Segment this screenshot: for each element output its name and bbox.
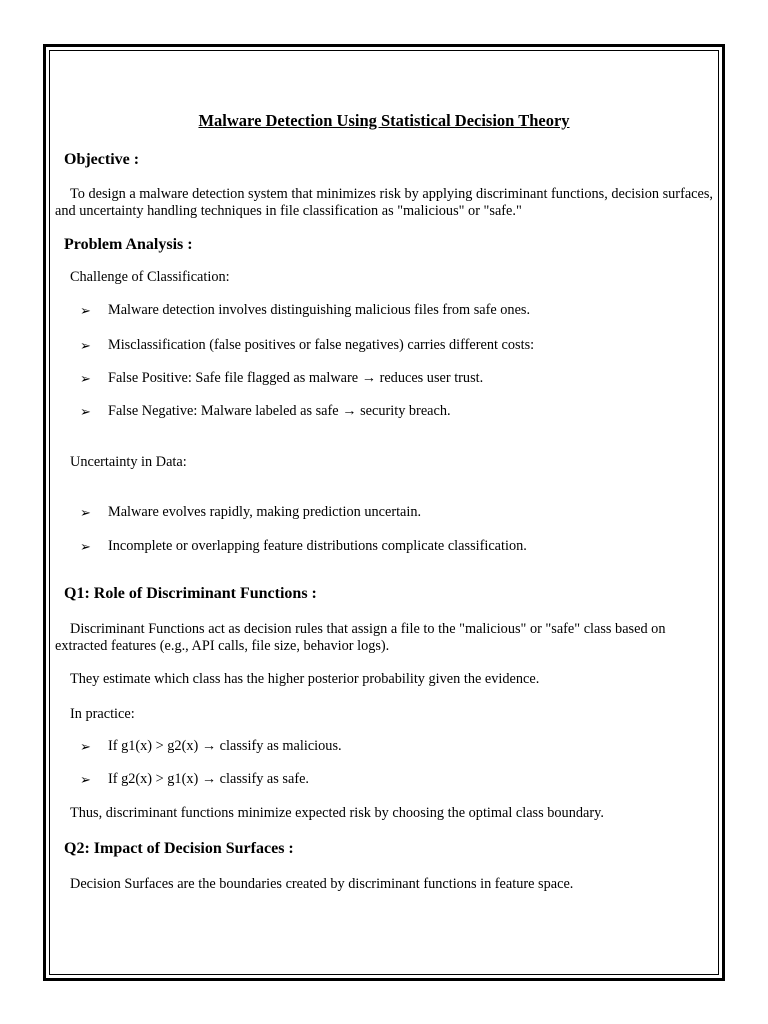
q1-conclusion: Thus, discriminant functions minimize expected risk by choosing the optimal class boundary. — [70, 805, 604, 821]
list-item-text: False Negative: Malware labeled as safe → security breach. — [108, 403, 451, 419]
q1-text-1: Discriminant Functions act as decision rules that assign a file to the "malicious" or "safe" class based on extracted features (e.g., API calls, file size, behavior logs). — [55, 621, 666, 654]
list-item-text: False Positive: Safe file flagged as malware → reduces user trust. — [108, 370, 484, 386]
list-item — [80, 538, 527, 555]
list-item-text: Incomplete or overlapping feature distributions complicate classification. — [108, 538, 527, 554]
bullet-arrow-icon: ➢ — [80, 539, 91, 554]
list-item-text: Malware evolves rapidly, making prediction uncertain. — [108, 504, 422, 520]
list-item — [80, 771, 309, 788]
list-item — [80, 504, 421, 521]
list-item-text: If g2(x) > g1(x) → classify as safe. — [108, 771, 310, 787]
list-item-text: Malware detection involves distinguishing malicious files from safe ones. — [108, 302, 531, 318]
list-item-text: Misclassification (false positives or false negatives) carries different costs: — [108, 337, 535, 353]
list-item-text: If g1(x) > g2(x) → classify as malicious. — [108, 738, 342, 754]
uncertainty-label: Uncertainty in Data: — [70, 454, 187, 470]
bullet-arrow-icon: ➢ — [80, 303, 91, 318]
list-item — [80, 370, 483, 387]
practice-label: In practice: — [70, 706, 135, 722]
q2-text: Decision Surfaces are the boundaries created by discriminant functions in feature space. — [70, 876, 574, 892]
bullet-arrow-icon: ➢ — [80, 739, 91, 754]
list-item — [80, 337, 534, 354]
problem-analysis-heading: Problem Analysis : — [64, 236, 193, 253]
list-item — [80, 302, 530, 319]
q1-text-2: They estimate which class has the higher posterior probability given the evidence. — [70, 671, 540, 687]
list-item — [80, 738, 342, 755]
bullet-arrow-icon: ➢ — [80, 404, 91, 419]
bullet-arrow-icon: ➢ — [80, 371, 91, 386]
bullet-arrow-icon: ➢ — [80, 338, 91, 353]
challenge-label: Challenge of Classification: — [70, 269, 230, 285]
bullet-arrow-icon: ➢ — [80, 772, 91, 787]
q1-heading: Q1: Role of Discriminant Functions : — [64, 585, 317, 602]
list-item — [80, 403, 451, 420]
bullet-arrow-icon: ➢ — [80, 505, 91, 520]
objective-text: To design a malware detection system that minimizes risk by applying discriminant functions, decision surfaces, and uncertainty handling techniques in file classification as "malicious" or "safe." — [55, 186, 714, 219]
q2-heading: Q2: Impact of Decision Surfaces : — [64, 840, 294, 857]
objective-heading: Objective : — [64, 151, 140, 168]
document-title: Malware Detection Using Statistical Decision Theory — [198, 111, 570, 130]
